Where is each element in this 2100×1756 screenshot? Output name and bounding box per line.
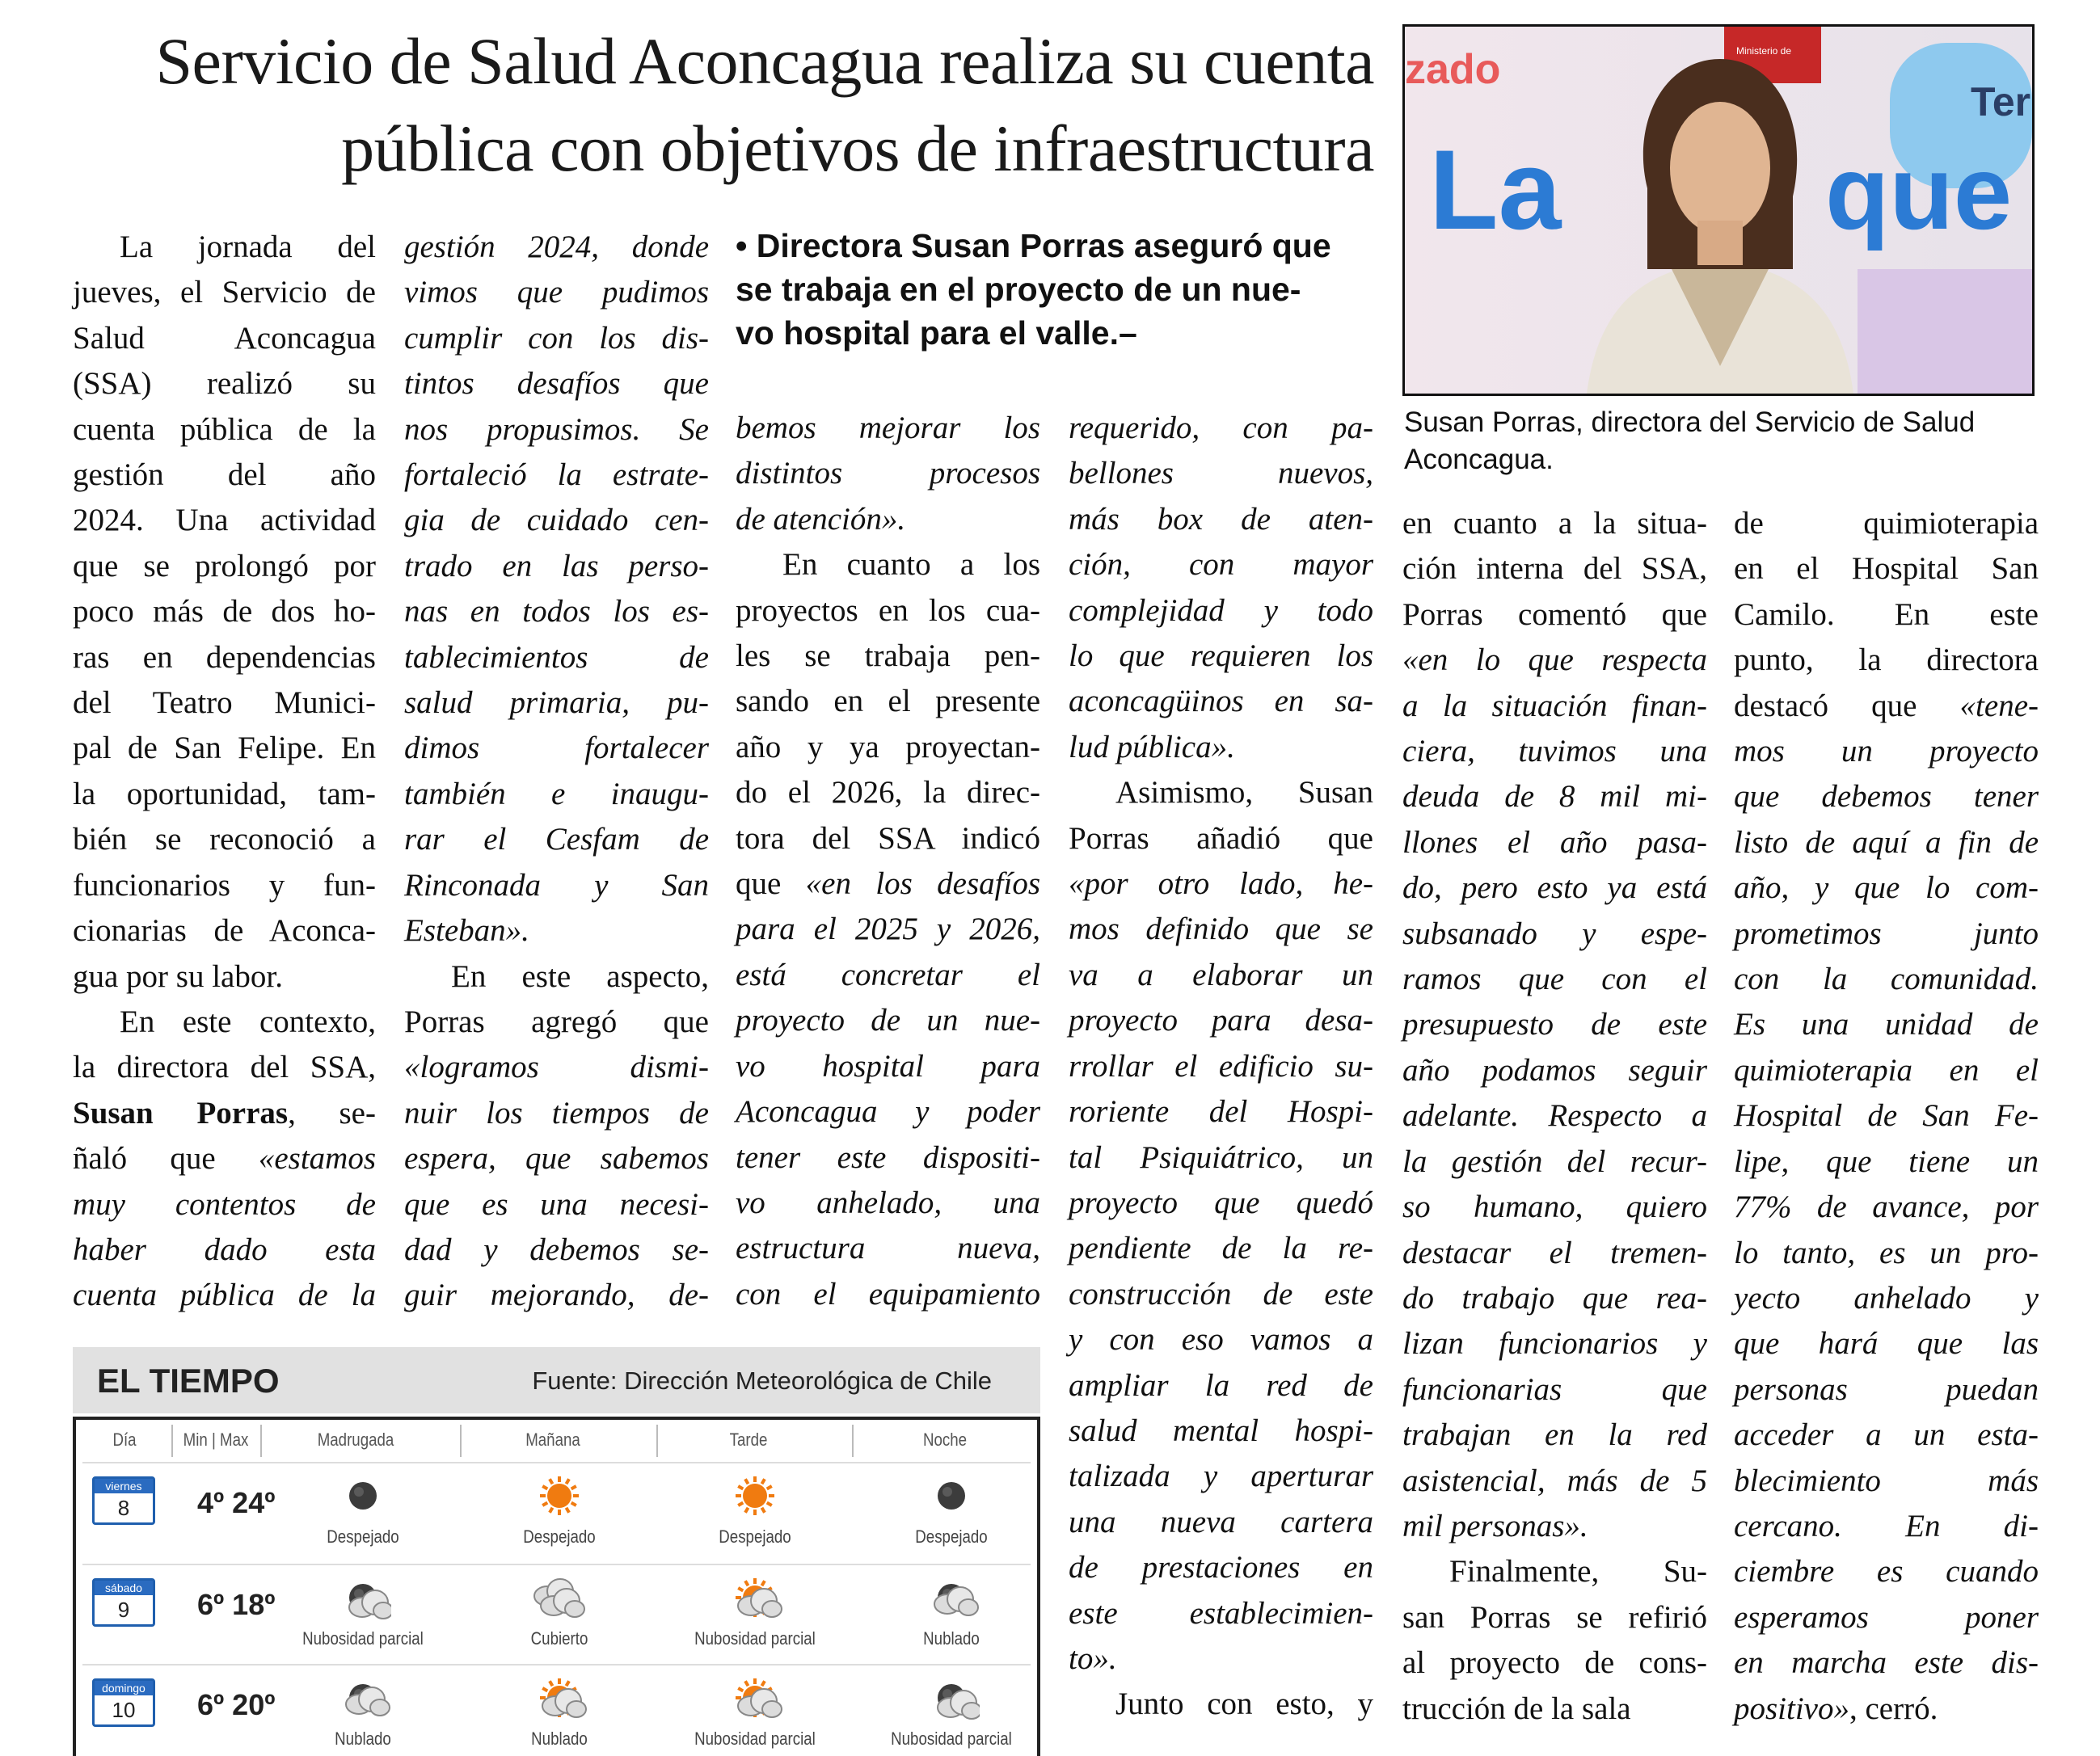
text-line: construcción de este xyxy=(1069,1276,1373,1312)
text-line: gestión 2024, donde xyxy=(404,230,709,264)
sun-icon xyxy=(727,1470,783,1522)
text-line: de prestaciones en xyxy=(1069,1550,1373,1585)
svg-text:Ter: Ter xyxy=(1971,79,2031,124)
text-line: La jornada del xyxy=(120,230,376,264)
text-line: destacó que «tene- xyxy=(1734,688,2039,723)
text-line: En este contexto, xyxy=(120,1004,376,1039)
text-line: poco más de dos ho- xyxy=(73,594,376,630)
svg-text:La: La xyxy=(1429,126,1562,253)
text-line: sando en el presente xyxy=(736,684,1040,719)
text-line: yecto anhelado y xyxy=(1734,1280,2039,1316)
text-line: que es una necesi- xyxy=(404,1186,709,1222)
header-separator xyxy=(852,1425,854,1457)
header-minmax: Min | Max xyxy=(183,1430,249,1450)
body-column-5 xyxy=(1402,501,1707,1732)
body-column-6 xyxy=(1734,501,2039,1732)
text-line: lud pública». xyxy=(1069,729,1235,764)
text-line: nuir los tiempos de xyxy=(404,1095,709,1131)
text-line: funcionarios y fun- xyxy=(73,867,376,903)
text-line: está concretar el xyxy=(736,957,1040,992)
header-madrugada: Madrugada xyxy=(317,1430,394,1450)
condition-label: Nublado xyxy=(923,1628,980,1649)
weather-table xyxy=(73,1417,1040,1756)
deck-line-2: se trabaja en el proyecto de un nue- xyxy=(736,271,1301,308)
text-line: jueves, el Servicio de xyxy=(73,275,376,310)
body-column-2 xyxy=(404,225,709,1319)
condition-label: Despejado xyxy=(719,1526,791,1547)
header-separator xyxy=(171,1425,173,1457)
text-line: Porras comentó que xyxy=(1402,596,1707,632)
header-separator xyxy=(460,1425,462,1457)
text-line: de quimioterapia xyxy=(1734,506,2039,541)
text-line: que debemos tener xyxy=(1734,779,2039,815)
text-line: cuenta pública de la xyxy=(73,411,376,447)
sun-cloud-icon xyxy=(727,1572,783,1623)
night-cloud-icon xyxy=(335,1672,391,1724)
text-line: ñaló que «estamos xyxy=(73,1141,376,1177)
text-line: gestión del año xyxy=(73,457,376,493)
text-line: en cuanto a la situa- xyxy=(1402,506,1707,541)
text-line: En este aspecto, xyxy=(451,958,709,994)
text-line: ción, con mayor xyxy=(1069,547,1373,583)
day-number: 8 xyxy=(117,1496,130,1520)
text-line: tener este dispositi- xyxy=(736,1139,1040,1175)
text-line: Rinconada y San xyxy=(404,867,709,903)
condition-label: Cubierto xyxy=(530,1628,588,1649)
text-line: a la situación finan- xyxy=(1402,688,1707,723)
text-line: en marcha este dis- xyxy=(1734,1645,2039,1681)
condition-label: Despejado xyxy=(915,1526,988,1547)
text-line: bemos mejorar los xyxy=(736,411,1040,445)
text-line: gua por su labor. xyxy=(73,958,283,994)
text-line: y con eso vamos a xyxy=(1069,1322,1373,1358)
text-line: rar el Cesfam de xyxy=(404,822,709,857)
sun-cloud-icon xyxy=(727,1672,783,1724)
text-line: lipe, que tiene un xyxy=(1734,1143,2039,1179)
weekday: sábado xyxy=(95,1581,153,1595)
text-line: pendiente de la re- xyxy=(1069,1231,1373,1266)
text-line: vo anhelado, una xyxy=(736,1185,1040,1220)
text-line: prometimos junto xyxy=(1734,916,2039,951)
text-line: salud mental hospi- xyxy=(1069,1413,1373,1448)
text-line: presupuesto de este xyxy=(1402,1007,1707,1042)
row-separator xyxy=(82,1664,1031,1665)
text-line: ciembre es cuando xyxy=(1734,1554,2039,1590)
text-line: año y ya proyectan- xyxy=(736,729,1040,764)
weather-source: Fuente: Dirección Meteorológica de Chile xyxy=(532,1366,992,1395)
text-line: personas puedan xyxy=(1734,1371,2039,1407)
caption-line-2: Aconcagua. xyxy=(1404,444,1554,475)
row-separator xyxy=(82,1462,1031,1463)
text-line: adelante. Respecto a xyxy=(1402,1098,1707,1134)
text-line: san Porras se refirió xyxy=(1402,1599,1707,1635)
text-line: funcionarias que xyxy=(1402,1371,1707,1407)
text-line: año podamos seguir xyxy=(1402,1052,1707,1088)
text-line: (SSA) realizó su xyxy=(73,366,376,402)
text-line: en el Hospital San xyxy=(1734,551,2039,587)
text-line: ciera, tuvimos una xyxy=(1402,734,1707,769)
text-line: Aconcagua y poder xyxy=(736,1094,1040,1130)
text-line: rrollar el edificio su- xyxy=(1069,1048,1373,1084)
text-line: tablecimientos de xyxy=(404,639,709,675)
text-line: proyecto que quedó xyxy=(1069,1185,1373,1220)
text-line: una nueva cartera xyxy=(1069,1504,1373,1539)
text-line: les se trabaja pen- xyxy=(736,638,1040,674)
deck-line-3: vo hospital para el valle.– xyxy=(736,314,1137,352)
text-line: tal Psiquiátrico, un xyxy=(1069,1139,1373,1175)
cloud-icon xyxy=(531,1572,588,1623)
sun-icon xyxy=(531,1470,588,1522)
text-line: «logramos dismi- xyxy=(404,1050,709,1085)
night-cloud-icon xyxy=(923,1572,980,1623)
headline-line-1: Servicio de Salud Aconcagua realiza su cuenta xyxy=(155,24,1374,98)
text-line: aconcagüinos en sa- xyxy=(1069,684,1373,719)
text-line: Hospital de San Fe- xyxy=(1734,1098,2039,1134)
condition-label: Nubosidad parcial xyxy=(694,1729,816,1749)
calendar-icon xyxy=(92,1578,155,1627)
condition-label: Nublado xyxy=(335,1729,391,1749)
svg-text:Ministerio de: Ministerio de xyxy=(1736,45,1792,57)
text-line: listo de aquí a fin de xyxy=(1734,824,2039,860)
text-line: para el 2025 y 2026, xyxy=(736,912,1040,947)
text-line: gia de cuidado cen- xyxy=(404,503,709,538)
text-line: más box de aten- xyxy=(1069,501,1373,537)
min-max-temperature: 6º 18º xyxy=(197,1588,276,1621)
text-line: En cuanto a los xyxy=(782,547,1040,583)
body-column-1 xyxy=(73,225,376,1319)
text-line: la oportunidad, tam- xyxy=(73,776,376,811)
text-line: la gestión del recur- xyxy=(1402,1143,1707,1179)
text-line: de atención». xyxy=(736,501,906,537)
text-line: espera, que sabemos xyxy=(404,1141,709,1177)
text-line: Susan Porras, se- xyxy=(73,1095,376,1131)
text-line: pal de San Felipe. En xyxy=(73,731,376,766)
text-line: dad y debemos se- xyxy=(404,1232,709,1267)
person-name: Susan Porras xyxy=(73,1095,289,1131)
deck-subheadline xyxy=(736,224,1378,355)
text-line: to». xyxy=(1069,1640,1117,1676)
text-line: cercano. En di- xyxy=(1734,1508,2039,1543)
text-line: con el equipamiento xyxy=(736,1276,1040,1312)
deck-line-1: • Directora Susan Porras aseguró que xyxy=(736,227,1331,264)
svg-text:zado: zado xyxy=(1405,46,1501,93)
text-line: ras en dependencias xyxy=(73,639,376,675)
text-line: trucción de la sala xyxy=(1402,1691,1631,1726)
text-line: cionarias de Aconca- xyxy=(73,913,376,949)
headline xyxy=(48,18,1374,192)
text-line: esperamos poner xyxy=(1734,1599,2039,1635)
text-line: con la comunidad. xyxy=(1734,962,2039,997)
text-line: requerido, con pa- xyxy=(1069,411,1373,445)
text-line: quimioterapia en el xyxy=(1734,1052,2039,1088)
text-line: vimos que pudimos xyxy=(404,275,709,310)
text-line: ampliar la red de xyxy=(1069,1367,1373,1403)
text-line: 2024. Una actividad xyxy=(73,503,376,538)
photo-illustration xyxy=(1405,27,2032,394)
condition-label: Despejado xyxy=(327,1526,399,1547)
text-line: lo tanto, es un pro- xyxy=(1734,1235,2039,1270)
condition-label: Nubosidad parcial xyxy=(694,1628,816,1649)
text-line: Porras agregó que xyxy=(404,1004,709,1039)
header-separator xyxy=(260,1425,262,1457)
text-line: nas en todos los es- xyxy=(404,594,709,630)
clear-night-icon xyxy=(335,1470,391,1522)
text-line: deuda de 8 mil mi- xyxy=(1402,779,1707,815)
svg-text:que: que xyxy=(1825,133,2013,251)
text-line: positivo», cerró. xyxy=(1734,1691,1938,1726)
weekday: viernes xyxy=(95,1479,153,1493)
text-line: roriente del Hospi- xyxy=(1069,1094,1373,1130)
text-line: destacar el tremen- xyxy=(1402,1235,1707,1270)
text-line: trado en las perso- xyxy=(404,548,709,583)
text-line: mil personas». xyxy=(1402,1508,1588,1543)
text-line: proyectos en los cua- xyxy=(736,592,1040,628)
text-line: año, y que lo com- xyxy=(1734,870,2039,906)
text-line: vo hospital para xyxy=(736,1048,1040,1084)
night-partly-cloudy-icon xyxy=(923,1672,980,1724)
caption-line-1: Susan Porras, directora del Servicio de Salud xyxy=(1404,406,1976,438)
text-line: Finalmente, Su- xyxy=(1449,1554,1707,1590)
text-line: estructura nueva, xyxy=(736,1231,1040,1266)
sun-cloud-icon xyxy=(531,1672,588,1724)
condition-label: Nublado xyxy=(531,1729,588,1749)
text-line: lo que requieren los xyxy=(1069,638,1373,674)
text-line: que «en los desafíos xyxy=(736,866,1040,902)
text-line: va a elaborar un xyxy=(1069,957,1373,992)
text-line: bellones nuevos, xyxy=(1069,456,1373,491)
text-line: ción interna del SSA, xyxy=(1402,551,1707,587)
text-line: tora del SSA indicó xyxy=(736,820,1040,856)
row-separator xyxy=(82,1564,1031,1565)
text-line: subsanado y espe- xyxy=(1402,916,1707,951)
text-line: nos propusimos. Se xyxy=(404,411,709,447)
text-line: so humano, quiero xyxy=(1402,1190,1707,1225)
text-line: bién se reconoció a xyxy=(73,822,376,857)
body-column-4 xyxy=(1069,406,1373,1728)
text-line: Camilo. En este xyxy=(1734,596,2039,632)
text-line: cuenta pública de la xyxy=(73,1278,376,1313)
text-line: tintos desafíos que xyxy=(404,366,709,402)
photo-susan-porras xyxy=(1402,24,2035,396)
text-line: dimos fortalecer xyxy=(404,731,709,766)
text-line: mos un proyecto xyxy=(1734,734,2039,769)
clear-night-icon xyxy=(923,1470,980,1522)
text-line: mos definido que se xyxy=(1069,912,1373,947)
text-line: 77% de avance, por xyxy=(1734,1190,2039,1225)
text-line: proyecto de un nue- xyxy=(736,1003,1040,1038)
text-line: acceder a un esta- xyxy=(1734,1417,2039,1453)
condition-label: Nubosidad parcial xyxy=(302,1628,424,1649)
text-line: blecimiento más xyxy=(1734,1463,2039,1498)
text-line: «por otro lado, he- xyxy=(1069,866,1373,902)
text-line: haber dado esta xyxy=(73,1232,376,1267)
header-day: Día xyxy=(112,1430,137,1450)
body-column-3 xyxy=(736,406,1040,1317)
text-line: lizan funcionarios y xyxy=(1402,1326,1707,1362)
text-line: Porras añadió que xyxy=(1069,820,1373,856)
text-line: también e inaugu- xyxy=(404,776,709,811)
day-number: 10 xyxy=(112,1698,136,1722)
text-line: do, pero esto ya está xyxy=(1402,870,1707,906)
text-line: Esteban». xyxy=(404,913,529,949)
header-manana: Mañana xyxy=(525,1430,580,1450)
text-line: distintos procesos xyxy=(736,456,1040,491)
headline-line-2: pública con objetivos de infraestructura xyxy=(341,112,1374,185)
text-line: trabajan en la red xyxy=(1402,1417,1707,1453)
calendar-icon xyxy=(92,1476,155,1525)
text-line: proyecto para desa- xyxy=(1069,1003,1373,1038)
text-line: del Teatro Munici- xyxy=(73,685,376,721)
header-noche: Noche xyxy=(922,1430,968,1450)
night-partly-cloudy-icon xyxy=(335,1572,391,1623)
text-line: talizada y aperturar xyxy=(1069,1459,1373,1494)
text-line: la directora del SSA, xyxy=(73,1050,376,1085)
text-line: muy contentos de xyxy=(73,1186,376,1222)
header-separator xyxy=(656,1425,658,1457)
condition-label: Despejado xyxy=(523,1526,596,1547)
text-line: do trabajo que rea- xyxy=(1402,1280,1707,1316)
text-line: Junto con esto, y xyxy=(1115,1687,1373,1722)
min-max-temperature: 6º 20º xyxy=(197,1688,276,1721)
header-tarde: Tarde xyxy=(729,1430,768,1450)
weekday: domingo xyxy=(95,1681,153,1695)
text-line: asistencial, más de 5 xyxy=(1402,1463,1707,1498)
text-line: que hará que las xyxy=(1734,1326,2039,1362)
text-line: este establecimien- xyxy=(1069,1595,1373,1631)
calendar-icon xyxy=(92,1678,155,1727)
day-number: 9 xyxy=(117,1598,130,1622)
photo-caption xyxy=(1404,404,2043,478)
min-max-temperature: 4º 24º xyxy=(197,1486,276,1519)
text-line: Asimismo, Susan xyxy=(1115,775,1373,811)
text-line: salud primaria, pu- xyxy=(404,685,709,721)
text-line: complejidad y todo xyxy=(1069,592,1373,628)
text-line: Es una unidad de xyxy=(1734,1007,2039,1042)
text-line: Salud Aconcagua xyxy=(73,320,376,356)
text-line: «en lo que respecta xyxy=(1402,642,1707,678)
text-line: al proyecto de cons- xyxy=(1402,1645,1707,1681)
weather-title: EL TIEMPO xyxy=(97,1362,280,1400)
weather-header xyxy=(73,1347,1040,1413)
text-line: fortaleció la estrate- xyxy=(404,457,709,493)
text-line: guir mejorando, de- xyxy=(404,1278,709,1313)
text-line: llones el año pasa- xyxy=(1402,824,1707,860)
text-line: cumplir con los dis- xyxy=(404,320,709,356)
text-line: do el 2026, la direc- xyxy=(736,775,1040,811)
condition-label: Nubosidad parcial xyxy=(891,1729,1012,1749)
text-line: ramos que con el xyxy=(1402,962,1707,997)
text-line: punto, la directora xyxy=(1734,642,2039,678)
text-line: que se prolongó por xyxy=(73,548,376,583)
